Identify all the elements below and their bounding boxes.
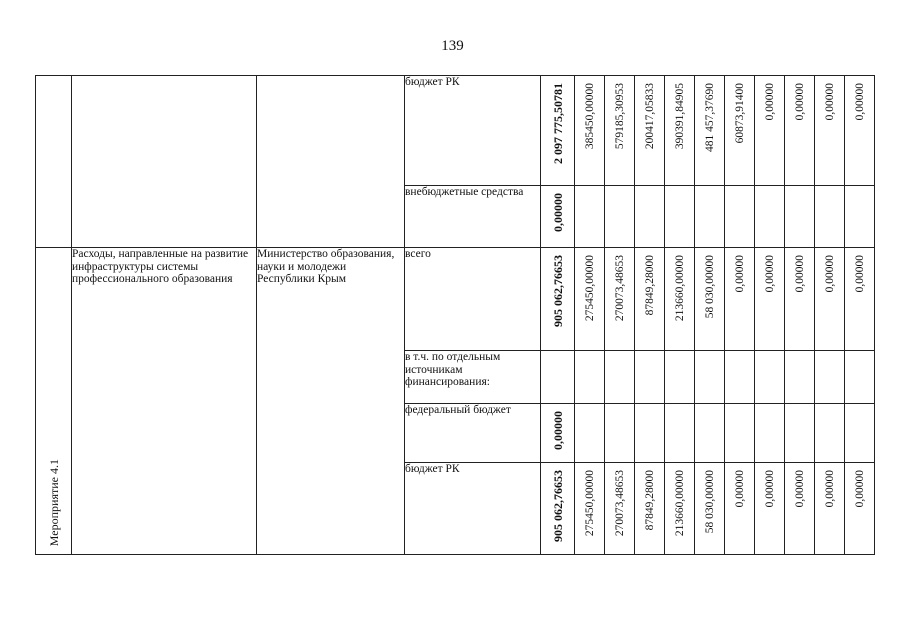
- year-cell: [755, 186, 785, 248]
- year-cell: [845, 248, 875, 351]
- source-cell: внебюджетные средства: [405, 186, 541, 248]
- year-cell: [785, 248, 815, 351]
- page-number: 139: [441, 38, 464, 54]
- year-cell: [665, 351, 695, 404]
- year-cell: [575, 186, 605, 248]
- year-value: 0,00000: [763, 83, 776, 121]
- year-cell: [755, 76, 785, 186]
- year-value: 0,00000: [853, 255, 866, 293]
- year-cell: [845, 404, 875, 463]
- total-cell: [541, 186, 575, 248]
- year-cell: [605, 186, 635, 248]
- year-value: 385450,00000: [583, 83, 596, 150]
- year-value: 87849,28000: [643, 255, 656, 316]
- year-value: 0,00000: [793, 83, 806, 121]
- year-cell: [845, 351, 875, 404]
- year-cell: [755, 248, 785, 351]
- year-value: 58 030,00000: [703, 255, 716, 319]
- year-cell: [755, 404, 785, 463]
- year-value: 0,00000: [793, 470, 806, 508]
- year-cell: [665, 186, 695, 248]
- source-cell: бюджет РК: [405, 76, 541, 186]
- measure-label-cell: [36, 248, 72, 555]
- year-cell: [845, 76, 875, 186]
- year-cell: [725, 186, 755, 248]
- year-cell: [695, 248, 725, 351]
- year-value: 87849,28000: [643, 470, 656, 531]
- year-cell: [635, 463, 665, 555]
- source-cell: всего: [405, 248, 541, 351]
- year-cell: [635, 76, 665, 186]
- year-value: 0,00000: [733, 470, 746, 508]
- year-value: 0,00000: [763, 470, 776, 508]
- year-cell: [665, 248, 695, 351]
- measure-label-cell-continued: [36, 76, 72, 248]
- year-cell: [815, 248, 845, 351]
- year-cell: [575, 351, 605, 404]
- year-value: 0,00000: [823, 83, 836, 121]
- year-cell: [815, 404, 845, 463]
- year-cell: [815, 186, 845, 248]
- year-cell: [635, 248, 665, 351]
- year-cell: [845, 463, 875, 555]
- source-cell: бюджет РК: [405, 463, 541, 555]
- year-cell: [605, 76, 635, 186]
- year-value: 200417,05833: [643, 83, 656, 150]
- year-value: 0,00000: [823, 255, 836, 293]
- description-cell-continued: [72, 76, 257, 248]
- funding-table: [35, 75, 875, 555]
- year-cell: [695, 351, 725, 404]
- year-value: 270073,48653: [613, 255, 626, 322]
- year-cell: [665, 76, 695, 186]
- table-body: [36, 76, 875, 555]
- total-cell: [541, 248, 575, 351]
- year-cell: [695, 463, 725, 555]
- year-cell: [755, 463, 785, 555]
- year-cell: [725, 248, 755, 351]
- year-value: 481 457,37690: [703, 83, 716, 152]
- executor-cell-continued: [257, 76, 405, 248]
- year-cell: [635, 186, 665, 248]
- year-value: 0,00000: [853, 83, 866, 121]
- measure-label: Мероприятие 4.1: [46, 458, 61, 546]
- total-cell: [541, 351, 575, 404]
- total-cell: [541, 404, 575, 463]
- year-cell: [605, 463, 635, 555]
- total-value: 905 062,76653: [550, 470, 565, 542]
- year-value: 213660,00000: [673, 255, 686, 322]
- total-value: 905 062,76653: [550, 255, 565, 327]
- year-value: 579185,30953: [613, 83, 626, 150]
- year-cell: [605, 404, 635, 463]
- year-cell: [695, 186, 725, 248]
- year-cell: [575, 404, 605, 463]
- year-value: 275450,00000: [583, 470, 596, 537]
- year-cell: [695, 404, 725, 463]
- year-value: 390391,84905: [673, 83, 686, 150]
- year-cell: [785, 463, 815, 555]
- year-cell: [755, 351, 785, 404]
- year-cell: [815, 463, 845, 555]
- year-cell: [785, 186, 815, 248]
- year-value: 0,00000: [793, 255, 806, 293]
- year-cell: [725, 404, 755, 463]
- year-cell: [635, 351, 665, 404]
- year-cell: [725, 351, 755, 404]
- year-value: 275450,00000: [583, 255, 596, 322]
- measure-executor: Министерство образования, науки и молодежи Республики Крым: [257, 248, 405, 555]
- year-value: 0,00000: [853, 470, 866, 508]
- year-value: 0,00000: [763, 255, 776, 293]
- year-cell: [575, 463, 605, 555]
- year-value: 0,00000: [823, 470, 836, 508]
- year-cell: [575, 76, 605, 186]
- year-cell: [605, 248, 635, 351]
- year-value: 58 030,00000: [703, 470, 716, 534]
- year-value: 0,00000: [733, 255, 746, 293]
- year-cell: [665, 463, 695, 555]
- total-value: 0,00000: [550, 411, 565, 450]
- year-cell: [815, 76, 845, 186]
- total-cell: [541, 463, 575, 555]
- year-cell: [725, 463, 755, 555]
- year-cell: [725, 76, 755, 186]
- year-cell: [635, 404, 665, 463]
- table-row: [36, 76, 875, 186]
- total-value: 2 097 775,50781: [550, 83, 565, 164]
- year-cell: [785, 404, 815, 463]
- source-cell: в т.ч. по отдельным источникам финансирования:: [405, 351, 541, 404]
- table-row: [36, 248, 875, 351]
- year-cell: [665, 404, 695, 463]
- year-cell: [845, 186, 875, 248]
- source-cell: федеральный бюджет: [405, 404, 541, 463]
- year-cell: [815, 351, 845, 404]
- year-cell: [785, 351, 815, 404]
- year-value: 213660,00000: [673, 470, 686, 537]
- year-value: 60873,91400: [733, 83, 746, 144]
- year-cell: [605, 351, 635, 404]
- measure-description: Расходы, направленные на развитие инфраструктуры системы профессионального образования: [72, 248, 257, 555]
- total-value: 0,00000: [550, 193, 565, 232]
- total-cell: [541, 76, 575, 186]
- year-cell: [785, 76, 815, 186]
- year-cell: [695, 76, 725, 186]
- year-cell: [575, 248, 605, 351]
- year-value: 270073,48653: [613, 470, 626, 537]
